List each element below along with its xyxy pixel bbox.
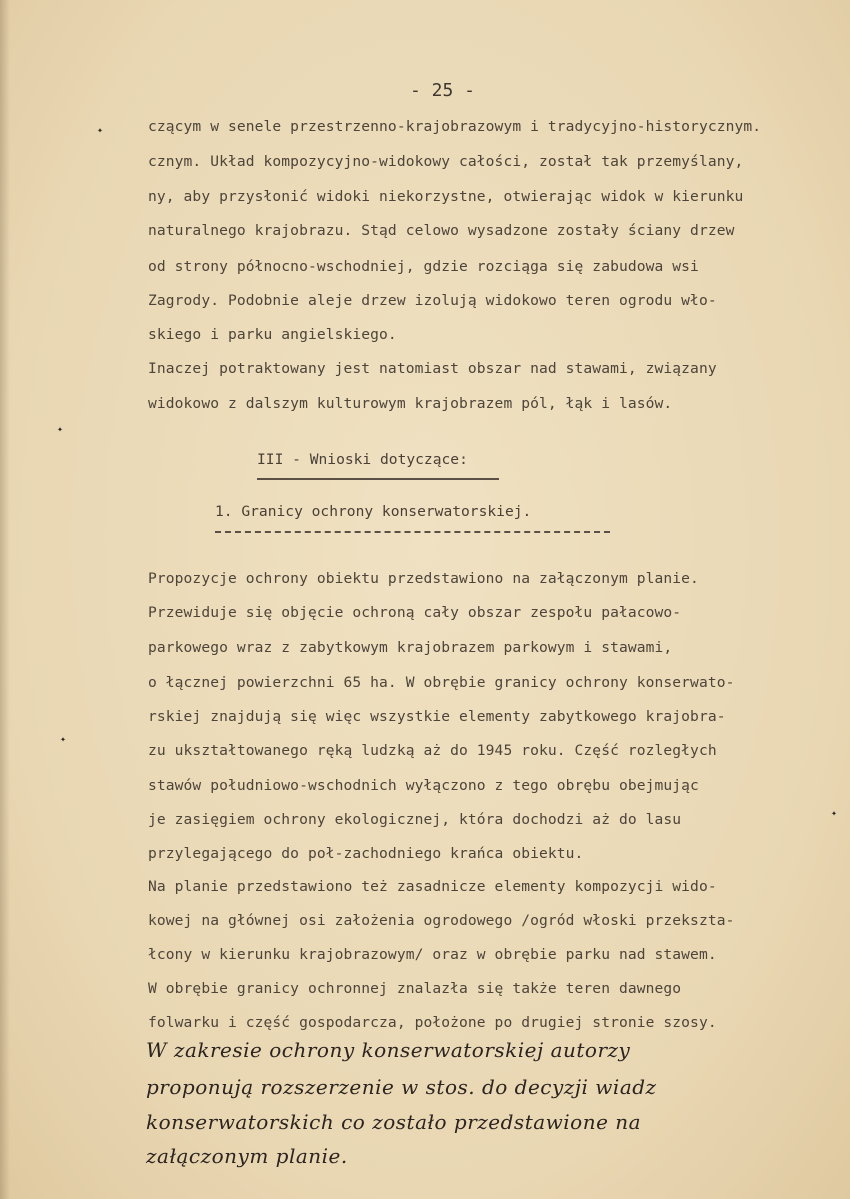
text-line: ny, aby przysłonić widoki niekorzystne, otwierając widok w kierunku	[148, 188, 744, 205]
text-line: łcony w kierunku krajobrazowym/ oraz w obrębie parku nad stawem.	[148, 946, 717, 963]
text-line: kowej na głównej osi założenia ogrodowego /ogród włoski przekszta-	[148, 912, 735, 929]
handwritten-line: załączonym planie.	[146, 1144, 348, 1168]
text-line: od strony północno-wschodniej, gdzie rozciąga się zabudowa wsi	[148, 258, 699, 275]
section-heading-underline	[257, 478, 499, 480]
margin-mark-icon: ✦	[831, 808, 838, 819]
text-line: Przewiduje się objęcie ochroną cały obszar zespołu pałacowo-	[148, 604, 682, 621]
handwritten-line: proponują rozszerzenie w stos. do decyzji wiadz	[146, 1075, 657, 1099]
text-line: parkowego wraz z zabytkowym krajobrazem parkowym i stawami,	[148, 639, 673, 656]
subsection-heading-underline	[215, 531, 610, 533]
text-line: o łącznej powierzchni 65 ha. W obrębie granicy ochrony konserwato-	[148, 674, 735, 691]
text-line: rskiej znajdują się więc wszystkie elementy zabytkowego krajobra-	[148, 708, 726, 725]
text-line: naturalnego krajobrazu. Stąd celowo wysadzone zostały ściany drzew	[148, 222, 735, 239]
text-line: Na planie przedstawiono też zasadnicze elementy kompozycji wido-	[148, 878, 717, 895]
subsection-heading: 1. Granicy ochrony konserwatorskiej.	[215, 503, 532, 520]
text-line: stawów południowo-wschodnich wyłączono z tego obrębu obejmując	[148, 777, 699, 794]
page-number: - 25 -	[410, 80, 476, 101]
text-line: zu ukształtowanego ręką ludzką aż do 1945 roku. Część rozległych	[148, 742, 717, 759]
text-line: przylegającego do poł-zachodniego krańca obiektu.	[148, 845, 584, 862]
text-line: Propozycje ochrony obiektu przedstawiono na załączonym planie.	[148, 570, 699, 587]
margin-mark-icon: ✦	[60, 734, 67, 745]
text-line: skiego i parku angielskiego.	[148, 326, 397, 343]
text-line: je zasięgiem ochrony ekologicznej, która dochodzi aż do lasu	[148, 811, 682, 828]
section-heading: III - Wnioski dotyczące:	[257, 451, 468, 468]
handwritten-line: W zakresie ochrony konserwatorskiej autorzy	[146, 1038, 631, 1062]
text-line: W obrębie granicy ochronnej znalazła się także teren dawnego	[148, 980, 682, 997]
text-line: cznym. Układ kompozycyjno-widokowy całości, został tak przemyślany,	[148, 153, 744, 170]
text-line: Inaczej potraktowany jest natomiast obszar nad stawami, związany	[148, 360, 717, 377]
handwritten-line: konserwatorskich co zostało przedstawione na	[146, 1110, 642, 1134]
text-line: czącym w senele przestrzenno-krajobrazowym i tradycyjno-historycznym.	[148, 118, 762, 135]
page-edge-shadow	[0, 0, 10, 1199]
text-line: widokowo z dalszym kulturowym krajobrazem pól, łąk i lasów.	[148, 395, 673, 412]
margin-mark-icon: ✦	[57, 424, 64, 435]
margin-mark-icon: ✦	[97, 125, 104, 136]
text-line: folwarku i część gospodarcza, położone po drugiej stronie szosy.	[148, 1014, 717, 1031]
text-line: Zagrody. Podobnie aleje drzew izolują widokowo teren ogrodu wło-	[148, 292, 717, 309]
